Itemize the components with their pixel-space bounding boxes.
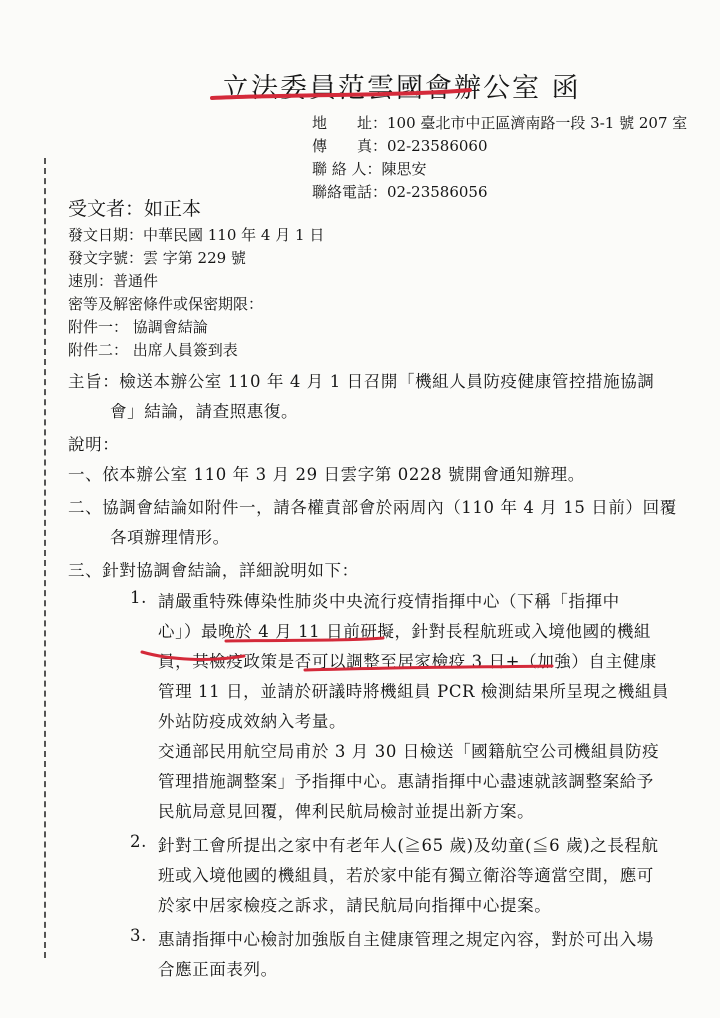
header-address: 地 址：100 臺北市中正區濟南路一段 3-1 號 207 室 — [312, 114, 688, 132]
header-contact: 聯 絡 人：陳思安 — [312, 160, 427, 178]
attachment-two: 附件二： 出席人員簽到表 — [68, 341, 238, 359]
explain-label: 說明： — [68, 435, 120, 454]
sub2-line-3: 於家中居家檢疫之訴求，請民航局向指揮中心提案。 — [158, 896, 552, 915]
sub3-line-1: 惠請指揮中心檢討加強版自主健康管理之規定內容，對於可出入場 — [158, 930, 654, 949]
header-phone: 聯絡電話：02-23586056 — [312, 183, 488, 201]
recipient: 受文者：如正本 — [68, 198, 202, 220]
item-one: 一、依本辦公室 110 年 3 月 29 日雲字第 0228 號開會通知辦理。 — [68, 465, 585, 484]
policy-underline-mark — [305, 666, 552, 670]
sub1-line-1: 請嚴重特殊傳染性肺炎中央流行疫情指揮中心（下稱「指揮中 — [158, 592, 620, 611]
sub1-line-5: 外站防疫成效納入考量。 — [158, 712, 347, 731]
title-underline-mark — [212, 90, 470, 98]
sub2-number: 2. — [130, 832, 147, 851]
subject-line-2: 會」結論，請查照惠復。 — [110, 402, 299, 421]
deadline-underline-mark — [226, 638, 383, 641]
document-title: 立法委員范雲國會辦公室 函 — [222, 73, 581, 104]
sub2-line-2: 班或入境他國的機組員，若於家中能有獨立衛浴等適當空間，應可 — [158, 866, 654, 885]
management-underline-mark — [142, 652, 244, 659]
sub1-line-4: 管理 11 日，並請於研議時將機組員 PCR 檢測結果所呈現之機組員 — [158, 682, 670, 701]
sub2-line-1: 針對工會所提出之家中有老年人(≧65 歲)及幼童(≦6 歲)之長程航 — [158, 836, 659, 855]
sub3-line-2: 合應正面表列。 — [158, 960, 278, 979]
speed-class: 速別：普通件 — [68, 272, 159, 290]
sub1-line-2: 心」）最晚於 4 月 11 日前研擬，針對長程航班或入境他國的機組 — [158, 622, 652, 641]
sub1-line-6: 交通部民用航空局甫於 3 月 30 日檢送「國籍航空公司機組員防疫 — [158, 742, 660, 761]
attachment-one: 附件一： 協調會結論 — [68, 318, 208, 336]
item-two-line-1: 二、協調會結論如附件一，請各權責部會於兩周內（110 年 4 月 15 日前）回覆 — [68, 498, 677, 517]
sub1-number: 1. — [130, 588, 147, 607]
item-three: 三、針對協調會結論，詳細說明如下： — [68, 561, 359, 580]
issue-number: 發文字號：雲 字第 229 號 — [68, 249, 246, 267]
subject-line-1: 主旨：檢送本辦公室 110 年 4 月 1 日召開「機組人員防疫健康管控措施協調 — [68, 372, 655, 391]
item-two-line-2: 各項辦理情形。 — [110, 528, 230, 547]
issue-date: 發文日期：中華民國 110 年 4 月 1 日 — [68, 226, 325, 244]
sub1-line-7: 管理措施調整案」予指揮中心。惠請指揮中心盡速就該調整案給予 — [158, 772, 654, 791]
header-fax: 傳 真：02-23586060 — [312, 137, 488, 155]
sub3-number: 3. — [130, 926, 147, 945]
sub1-line-8: 民航局意見回覆，俾利民航局檢討並提出新方案。 — [158, 802, 535, 821]
sub1-line-3: 員，其檢疫政策是否可以調整至居家檢疫 3 日+（加強）自主健康 — [158, 652, 657, 671]
secrecy-level: 密等及解密條件或保密期限： — [68, 295, 264, 313]
